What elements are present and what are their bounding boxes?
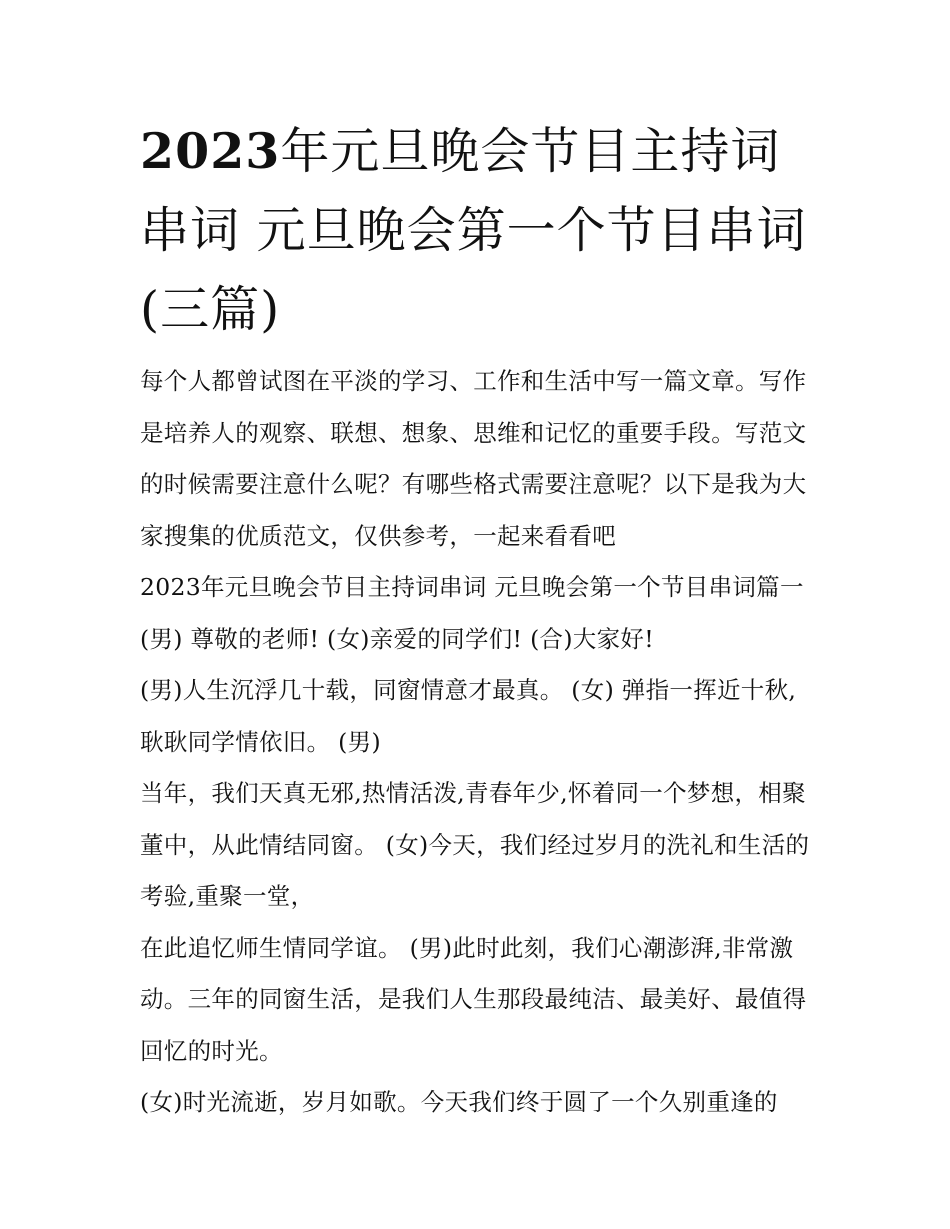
title-text: 年元旦晚会节目主持词串词 元旦晚会第一个节目串词(三篇) — [140, 123, 807, 338]
paragraph: (女)时光流逝，岁月如歌。今天我们终于圆了一个久别重逢的 — [140, 1088, 778, 1116]
paragraph: (男)人生沉浮几十载，同窗情意才最真。 (女) 弹指一挥近十秋, 耿耿同学情依旧。 (男) — [140, 676, 797, 756]
paragraph: 当年，我们天真无邪,热情活泼,青春年少,怀着同一个梦想，相聚董中，从此情结同窗。 (女)今天，我们经过岁月的洗礼和生活的考验,重聚一堂， — [140, 779, 810, 910]
paragraph-intro: 每个人都曾试图在平淡的学习、工作和生活中写一篇文章。写作是培养人的观察、联想、想象、思维和记忆的重要手段。写范文的时候需要注意什么呢？有哪些格式需要注意呢？以下是我为大家搜集的优质范文，仅供参考，一起来看看吧 — [140, 367, 807, 550]
document-body — [140, 356, 816, 1129]
title-year: 2023 — [140, 122, 281, 180]
document-title — [140, 112, 820, 349]
paragraph: 在此追忆师生情同学谊。 (男)此时此刻，我们心潮澎湃,非常激动。三年的同窗生活，是我们人生那段最纯洁、最美好、最值得回忆的时光。 — [140, 933, 807, 1065]
paragraph-heading-part-one: 2023年元旦晚会节目主持词串词 元旦晚会第一个节目串词篇一 (男) 尊敬的老师! (女)亲爱的同学们! (合)大家好! — [140, 573, 804, 653]
